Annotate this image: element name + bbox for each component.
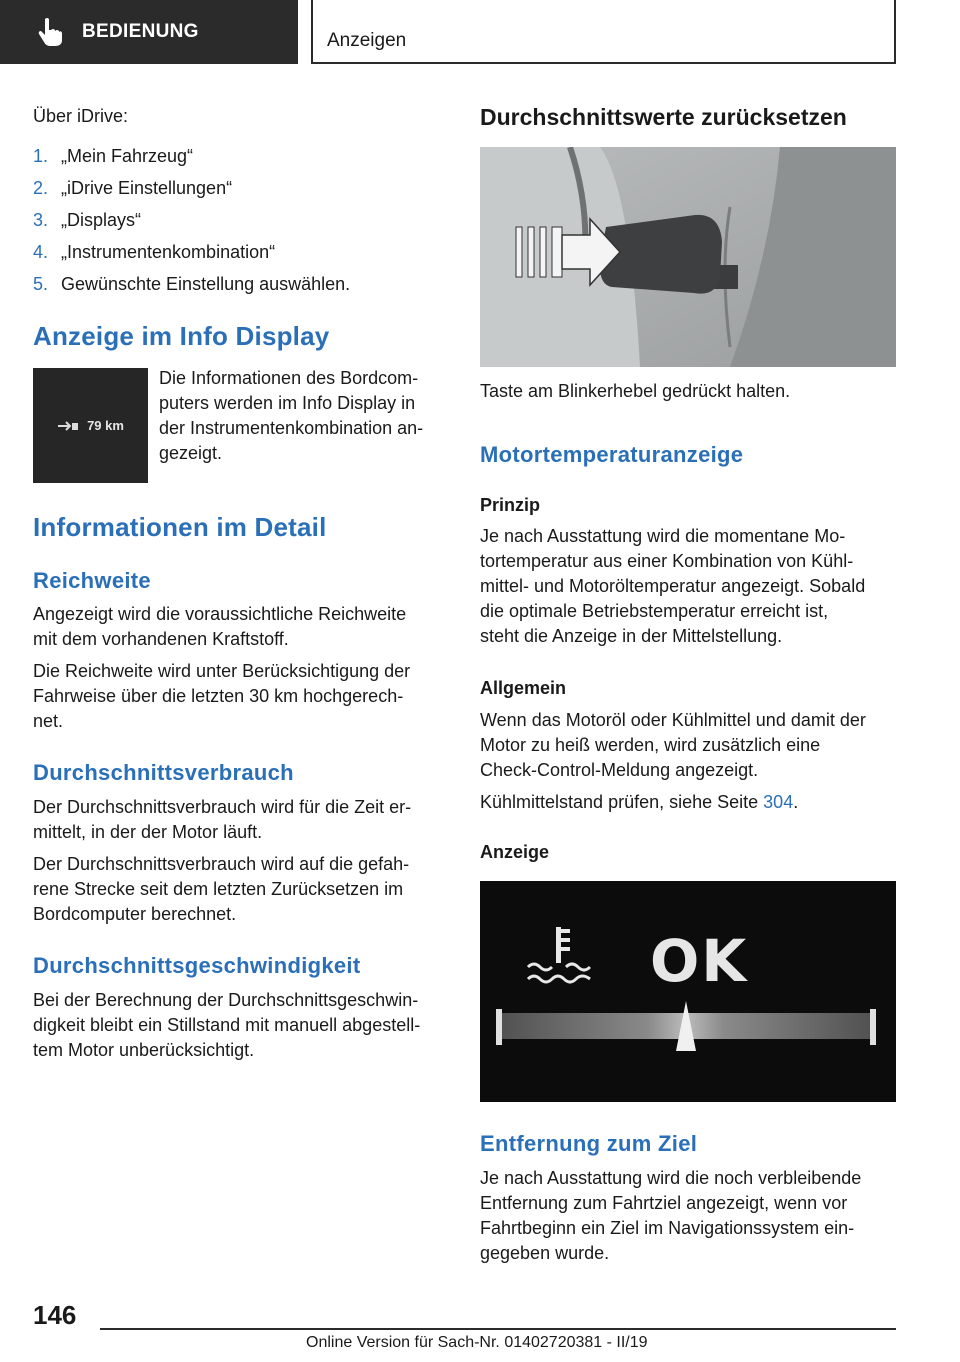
display-label: Anzeige (480, 842, 550, 862)
range-arrow-icon (57, 419, 81, 433)
consumption-paragraph-2: Der Durchschnittsverbrauch wird auf die gefah- rene Strecke seit dem letzten Zurücksetzen im Bordcomputer berechnet. (33, 854, 410, 924)
info-display-image (33, 368, 148, 483)
section-label: BEDIENUNG (82, 21, 199, 42)
range-value: 79 km (87, 418, 124, 433)
gauge-cold-mark (496, 1009, 502, 1045)
list-item: 1. „Mein Fahrzeug“ (33, 146, 194, 166)
footer-divider (100, 1328, 896, 1330)
range-paragraph-2: Die Reichweite wird unter Berücksichtigung der Fahrweise über die letzten 30 km hochgerech- net. (33, 661, 411, 731)
details-heading: Informationen im Detail (33, 512, 327, 542)
consumption-heading: Durchschnittsverbrauch (33, 760, 294, 785)
distance-paragraph: Je nach Ausstattung wird die noch verbleibende Entfernung zum Fahrtziel angezeigt, wenn vor Fahrtbeginn ein Ziel im Navigationssystem ein- gegeben wurde. (480, 1168, 862, 1263)
online-version-text: Online Version für Sach-Nr. 01402720381 - II/19 (306, 1334, 648, 1351)
chapter-title: Anzeigen (327, 30, 407, 51)
coolant-temperature-icon (524, 923, 594, 989)
consumption-paragraph-1: Der Durchschnittsverbrauch wird für die Zeit er- mittelt, in der der Motor läuft. (33, 797, 412, 842)
list-item: 5. Gewünschte Einstellung auswählen. (33, 274, 351, 294)
gauge-hot-mark (870, 1009, 876, 1045)
distance-heading: Entfernung zum Ziel (480, 1131, 698, 1156)
turn-signal-stalk-image (480, 147, 896, 367)
temperature-display-image (480, 881, 896, 1102)
section-tab (0, 0, 298, 64)
list-item: 2. „iDrive Einstellungen“ (33, 178, 233, 198)
intro-text: Über iDrive: (33, 106, 129, 126)
principle-paragraph: Je nach Ausstattung wird die momentane Mo- tortemperatur aus einer Kombination von Kühl- mittel- und Motoröltemperatur angezeigt. Sobald die optimale Betriebstemperatur erreicht ist, steht die Anzeige in der Mittelstellung. (480, 526, 866, 646)
speed-paragraph: Bei der Berechnung der Durchschnittsgeschwin- digkeit bleibt ein Stillstand mit manuell abgestell- tem Motor unberücksichtigt. (33, 990, 421, 1060)
principle-label: Prinzip (480, 495, 541, 515)
list-item: 4. „Instrumentenkombination“ (33, 242, 276, 262)
general-paragraph: Wenn das Motoröl oder Kühlmittel und damit der Motor zu heiß werden, wird zusätzlich eine Check-Control-Meldung angezeigt. (480, 710, 866, 780)
speed-heading: Durchschnittsgeschwindigkeit (33, 953, 361, 978)
temperature-status: OK (650, 927, 749, 995)
temp-heading: Motortemperaturanzeige (480, 442, 744, 467)
gauge-needle (674, 1001, 698, 1051)
range-paragraph-1: Angezeigt wird die voraussichtliche Reichweite mit dem vorhandenen Kraftstoff. (33, 604, 407, 649)
page-number: 146 (33, 1300, 77, 1330)
general-label: Allgemein (480, 678, 567, 698)
coolant-check-text: Kühlmittelstand prüfen, siehe Seite 304. (480, 792, 799, 812)
reset-caption: Taste am Blinkerhebel gedrückt halten. (480, 381, 791, 401)
range-heading: Reichweite (33, 568, 151, 593)
info-display-heading: Anzeige im Info Display (33, 321, 330, 351)
list-item: 3. „Displays“ (33, 210, 142, 230)
reset-heading: Durchschnittswerte zurücksetzen (480, 104, 847, 130)
chapter-header (311, 0, 896, 64)
page-reference-link[interactable]: 304 (763, 792, 794, 812)
info-display-text: Die Informationen des Bordcom- puters werden im Info Display in der Instrumentenkombination an- gezeigt. (159, 368, 424, 463)
hand-pointer-icon (36, 17, 64, 47)
